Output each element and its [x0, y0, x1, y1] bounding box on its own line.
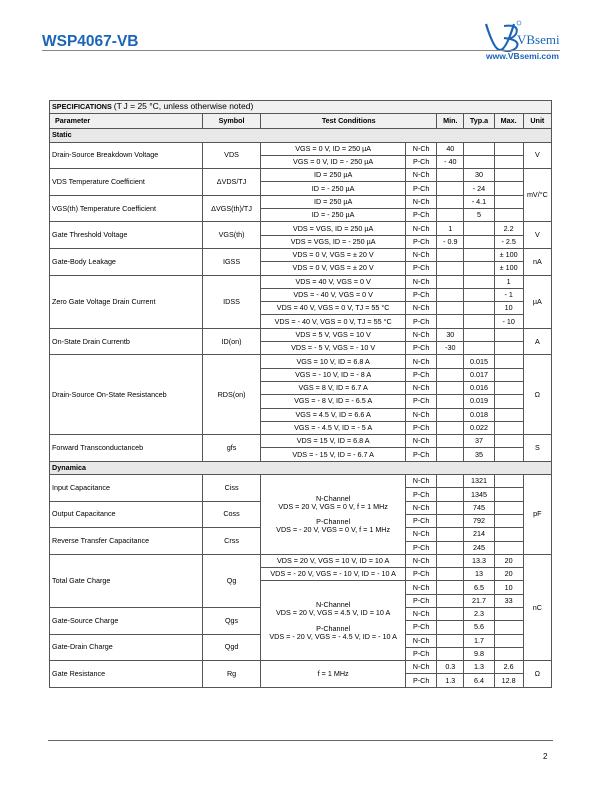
param-name: Drain-Source On-State Resistanceb [50, 355, 203, 435]
max-value: 2.6 [494, 661, 523, 674]
min-value [437, 647, 464, 660]
test-condition: VGS = - 10 V, ID = - 8 A [261, 368, 406, 381]
min-value [437, 581, 464, 594]
col-header: Max. [494, 114, 523, 129]
channel: N-Ch [406, 581, 437, 594]
test-condition: ID = 250 µA [261, 169, 406, 182]
channel: P-Ch [406, 182, 437, 195]
test-condition: VDS = 40 V, VGS = 0 V [261, 275, 406, 288]
min-value [437, 195, 464, 208]
channel: N-Ch [406, 528, 437, 541]
min-value: 1.3 [437, 674, 464, 687]
typ-value: 0.016 [464, 381, 494, 394]
max-value [494, 381, 523, 394]
min-value [437, 475, 464, 488]
table-row [50, 661, 552, 674]
typ-value: 0.019 [464, 395, 494, 408]
min-value [437, 302, 464, 315]
website-link[interactable]: www.VBsemi.com [486, 51, 559, 61]
max-value [494, 647, 523, 660]
max-value: 10 [494, 581, 523, 594]
param-name: Gate-Source Charge [50, 607, 203, 634]
max-value: 12.8 [494, 674, 523, 687]
max-value: 1 [494, 275, 523, 288]
param-symbol: RDS(on) [202, 355, 260, 435]
min-value [437, 514, 464, 527]
table-title-row [50, 101, 552, 114]
unit: nA [523, 248, 551, 275]
channel: N-Ch [406, 661, 437, 674]
test-condition: VDS = - 40 V, VGS = 0 V [261, 288, 406, 301]
section-row-dynamic [50, 461, 552, 474]
channel: N-Ch [406, 169, 437, 182]
channel: N-Ch [406, 475, 437, 488]
param-symbol: VGS(th) [202, 222, 260, 249]
param-name: Input Capacitance [50, 475, 203, 502]
max-value [494, 541, 523, 554]
table-row [50, 328, 552, 341]
col-header: Typ.a [464, 114, 494, 129]
table-row [50, 248, 552, 261]
max-value: - 1 [494, 288, 523, 301]
typ-value: 792 [464, 514, 494, 527]
channel: P-Ch [406, 209, 437, 222]
channel: P-Ch [406, 235, 437, 248]
max-value: - 2.5 [494, 235, 523, 248]
table-row [50, 142, 552, 155]
typ-value [464, 315, 494, 328]
channel: P-Ch [406, 342, 437, 355]
test-condition: VGS = - 4.5 V, ID = - 5 A [261, 421, 406, 434]
unit: mV/°C [523, 169, 551, 222]
param-symbol: IDSS [202, 275, 260, 328]
test-condition: VDS = - 20 V, VGS = - 10 V, ID = - 10 A [261, 568, 406, 581]
channel: N-Ch [406, 408, 437, 421]
test-condition: VGS = 0 V, ID = 250 µA [261, 142, 406, 155]
min-value [437, 621, 464, 634]
typ-value [464, 275, 494, 288]
channel: N-Ch [406, 607, 437, 620]
typ-value: 5.6 [464, 621, 494, 634]
channel: P-Ch [406, 488, 437, 501]
test-condition: VDS = 0 V, VGS = ± 20 V [261, 262, 406, 275]
test-condition: VGS = 0 V, ID = - 250 µA [261, 155, 406, 168]
table-row [50, 169, 552, 182]
test-condition: VDS = VGS, ID = - 250 µA [261, 235, 406, 248]
min-value [437, 355, 464, 368]
brand-name: VBsemi [517, 32, 560, 47]
max-value [494, 182, 523, 195]
typ-value: 30 [464, 169, 494, 182]
min-value [437, 288, 464, 301]
max-value [494, 408, 523, 421]
max-value [494, 195, 523, 208]
typ-value [464, 248, 494, 261]
param-symbol: ΔVDS/TJ [202, 169, 260, 196]
typ-value: 6.4 [464, 674, 494, 687]
unit: S [523, 435, 551, 462]
max-value [494, 169, 523, 182]
col-header: Parameter [50, 114, 203, 129]
channel: P-Ch [406, 514, 437, 527]
table-row [50, 475, 552, 488]
unit: A [523, 328, 551, 355]
header-divider [42, 50, 560, 51]
min-value: - 0.9 [437, 235, 464, 248]
col-header: Symbol [202, 114, 260, 129]
min-value [437, 528, 464, 541]
min-value [437, 275, 464, 288]
unit: Ω [523, 661, 551, 688]
typ-value: 37 [464, 435, 494, 448]
max-value: 33 [494, 594, 523, 607]
channel: P-Ch [406, 421, 437, 434]
table-row [50, 435, 552, 448]
unit: Ω [523, 355, 551, 435]
channel: P-Ch [406, 315, 437, 328]
section-label: Static [50, 129, 552, 142]
min-value [437, 594, 464, 607]
table-header-row [50, 114, 552, 129]
min-value [437, 182, 464, 195]
typ-value: - 4.1 [464, 195, 494, 208]
test-condition: f = 1 MHz [261, 661, 406, 688]
min-value [437, 169, 464, 182]
param-name: Gate-Body Leakage [50, 248, 203, 275]
unit: V [523, 142, 551, 169]
min-value [437, 421, 464, 434]
min-value [437, 262, 464, 275]
channel: N-Ch [406, 142, 437, 155]
typ-value: 35 [464, 448, 494, 461]
min-value: -30 [437, 342, 464, 355]
max-value: 20 [494, 554, 523, 567]
section-row-static [50, 129, 552, 142]
param-name: On-State Drain Currentb [50, 328, 203, 355]
channel: N-Ch [406, 222, 437, 235]
table-row [50, 195, 552, 208]
max-value: 2.2 [494, 222, 523, 235]
test-condition: ID = 250 µA [261, 195, 406, 208]
typ-value: 13.3 [464, 554, 494, 567]
channel: P-Ch [406, 288, 437, 301]
min-value: 30 [437, 328, 464, 341]
channel: P-Ch [406, 594, 437, 607]
min-value [437, 634, 464, 647]
typ-value [464, 302, 494, 315]
max-value: ± 100 [494, 248, 523, 261]
max-value [494, 368, 523, 381]
typ-value: 1.3 [464, 661, 494, 674]
specifications-table [49, 100, 552, 688]
unit: V [523, 222, 551, 249]
min-value [437, 248, 464, 261]
min-value: 40 [437, 142, 464, 155]
param-symbol: Rg [202, 661, 260, 688]
min-value [437, 368, 464, 381]
param-name: Output Capacitance [50, 501, 203, 528]
max-value [494, 634, 523, 647]
typ-value: 13 [464, 568, 494, 581]
typ-value: 245 [464, 541, 494, 554]
param-symbol: Coss [202, 501, 260, 528]
min-value [437, 395, 464, 408]
max-value [494, 514, 523, 527]
test-condition: VDS = - 40 V, VGS = 0 V, TJ = 55 °C [261, 315, 406, 328]
max-value [494, 621, 523, 634]
col-header: Test Conditions [261, 114, 437, 129]
typ-value: 21.7 [464, 594, 494, 607]
param-symbol: Qg [202, 554, 260, 607]
param-name: Zero Gate Voltage Drain Current [50, 275, 203, 328]
typ-value [464, 222, 494, 235]
channel: N-Ch [406, 501, 437, 514]
max-value [494, 328, 523, 341]
unit: pF [523, 475, 551, 555]
max-value [494, 421, 523, 434]
section-label: Dynamica [50, 461, 552, 474]
col-header: Unit [523, 114, 551, 129]
param-symbol: Qgs [202, 607, 260, 634]
max-value [494, 607, 523, 620]
typ-value: 5 [464, 209, 494, 222]
typ-value [464, 328, 494, 341]
param-symbol: Ciss [202, 475, 260, 502]
typ-value: 1321 [464, 475, 494, 488]
typ-value: - 24 [464, 182, 494, 195]
test-condition: N-Channel VDS = 20 V, VGS = 4.5 V, ID = 10 A P-Channel VDS = - 20 V, VGS = - 4.5 V, ID = - 10 A [261, 581, 406, 661]
param-symbol: VDS [202, 142, 260, 169]
min-value [437, 408, 464, 421]
max-value: 10 [494, 302, 523, 315]
param-name: VDS Temperature Coefficient [50, 169, 203, 196]
param-symbol: ΔVGS(th)/TJ [202, 195, 260, 222]
max-value: ± 100 [494, 262, 523, 275]
test-condition: VDS = - 15 V, ID = - 6.7 A [261, 448, 406, 461]
max-value: 20 [494, 568, 523, 581]
min-value [437, 435, 464, 448]
min-value: 0.3 [437, 661, 464, 674]
channel: N-Ch [406, 355, 437, 368]
param-symbol: Crss [202, 528, 260, 555]
max-value: - 10 [494, 315, 523, 328]
channel: N-Ch [406, 381, 437, 394]
typ-value: 1345 [464, 488, 494, 501]
unit: nC [523, 554, 551, 660]
channel: P-Ch [406, 368, 437, 381]
min-value [437, 568, 464, 581]
table-row [50, 222, 552, 235]
param-name: Gate Threshold Voltage [50, 222, 203, 249]
channel: P-Ch [406, 674, 437, 687]
max-value [494, 342, 523, 355]
param-name: VGS(th) Temperature Coefficient [50, 195, 203, 222]
test-condition: VDS = 40 V, VGS = 0 V, TJ = 55 °C [261, 302, 406, 315]
typ-value [464, 235, 494, 248]
channel: P-Ch [406, 647, 437, 660]
channel: P-Ch [406, 568, 437, 581]
channel: N-Ch [406, 275, 437, 288]
test-condition: VGS = 8 V, ID = 6.7 A [261, 381, 406, 394]
test-condition: VGS = - 8 V, ID = - 6.5 A [261, 395, 406, 408]
min-value [437, 315, 464, 328]
min-value: - 40 [437, 155, 464, 168]
typ-value [464, 342, 494, 355]
test-condition: ID = - 250 µA [261, 209, 406, 222]
param-name: Gate-Drain Charge [50, 634, 203, 661]
test-condition: ID = - 250 µA [261, 182, 406, 195]
max-value [494, 528, 523, 541]
typ-value: 214 [464, 528, 494, 541]
part-number: WSP4067-VB [42, 33, 139, 50]
test-condition: VDS = 0 V, VGS = ± 20 V [261, 248, 406, 261]
typ-value: 0.017 [464, 368, 494, 381]
min-value [437, 607, 464, 620]
typ-value: 6.5 [464, 581, 494, 594]
channel: N-Ch [406, 634, 437, 647]
max-value [494, 475, 523, 488]
footer-divider [48, 740, 553, 741]
channel: P-Ch [406, 541, 437, 554]
table-row [50, 355, 552, 368]
typ-value: 0.018 [464, 408, 494, 421]
channel: N-Ch [406, 554, 437, 567]
min-value [437, 209, 464, 222]
channel: N-Ch [406, 248, 437, 261]
typ-value [464, 142, 494, 155]
max-value [494, 395, 523, 408]
channel: P-Ch [406, 621, 437, 634]
param-name: Drain-Source Breakdown Voltage [50, 142, 203, 169]
test-condition: VGS = 4.5 V, ID = 6.6 A [261, 408, 406, 421]
channel: P-Ch [406, 262, 437, 275]
param-name: Gate Resistance [50, 661, 203, 688]
test-condition: VDS = 20 V, VGS = 10 V, ID = 10 A [261, 554, 406, 567]
test-condition: VDS = 5 V, VGS = 10 V [261, 328, 406, 341]
min-value [437, 541, 464, 554]
param-symbol: IGSS [202, 248, 260, 275]
test-condition: VDS = 15 V, ID = 6.8 A [261, 435, 406, 448]
channel: P-Ch [406, 155, 437, 168]
typ-value [464, 288, 494, 301]
typ-value: 1.7 [464, 634, 494, 647]
min-value: 1 [437, 222, 464, 235]
min-value [437, 501, 464, 514]
min-value [437, 381, 464, 394]
max-value [494, 435, 523, 448]
max-value [494, 501, 523, 514]
table-title: SPECIFICATIONS [52, 102, 112, 112]
typ-value: 0.022 [464, 421, 494, 434]
test-condition: VDS = - 5 V, VGS = - 10 V [261, 342, 406, 355]
max-value [494, 209, 523, 222]
channel: N-Ch [406, 435, 437, 448]
channel: N-Ch [406, 302, 437, 315]
param-symbol: Qgd [202, 634, 260, 661]
typ-value: 745 [464, 501, 494, 514]
test-condition: N-Channel VDS = 20 V, VGS = 0 V, f = 1 MHz P-Channel VDS = - 20 V, VGS = 0 V, f = 1 MHz [261, 475, 406, 555]
typ-value: 9.8 [464, 647, 494, 660]
param-name: Forward Transconductanceb [50, 435, 203, 462]
typ-value: 0.015 [464, 355, 494, 368]
channel: N-Ch [406, 328, 437, 341]
table-row [50, 275, 552, 288]
channel: P-Ch [406, 395, 437, 408]
table-title-condition: (T J = 25 °C, unless otherwise noted) [113, 101, 254, 112]
max-value [494, 448, 523, 461]
typ-value [464, 155, 494, 168]
channel: N-Ch [406, 195, 437, 208]
col-header: Min. [437, 114, 464, 129]
max-value [494, 155, 523, 168]
typ-value [464, 262, 494, 275]
unit: µA [523, 275, 551, 328]
typ-value: 2.3 [464, 607, 494, 620]
param-symbol: ID(on) [202, 328, 260, 355]
channel: P-Ch [406, 448, 437, 461]
page-number: 2 [543, 752, 548, 761]
max-value [494, 488, 523, 501]
min-value [437, 448, 464, 461]
min-value [437, 554, 464, 567]
table-row [50, 554, 552, 567]
test-condition: VDS = VGS, ID = 250 µA [261, 222, 406, 235]
test-condition: VGS = 10 V, ID = 6.8 A [261, 355, 406, 368]
max-value [494, 142, 523, 155]
param-symbol: gfs [202, 435, 260, 462]
param-name: Total Gate Charge [50, 554, 203, 607]
param-name: Reverse Transfer Capacitance [50, 528, 203, 555]
min-value [437, 488, 464, 501]
max-value [494, 355, 523, 368]
